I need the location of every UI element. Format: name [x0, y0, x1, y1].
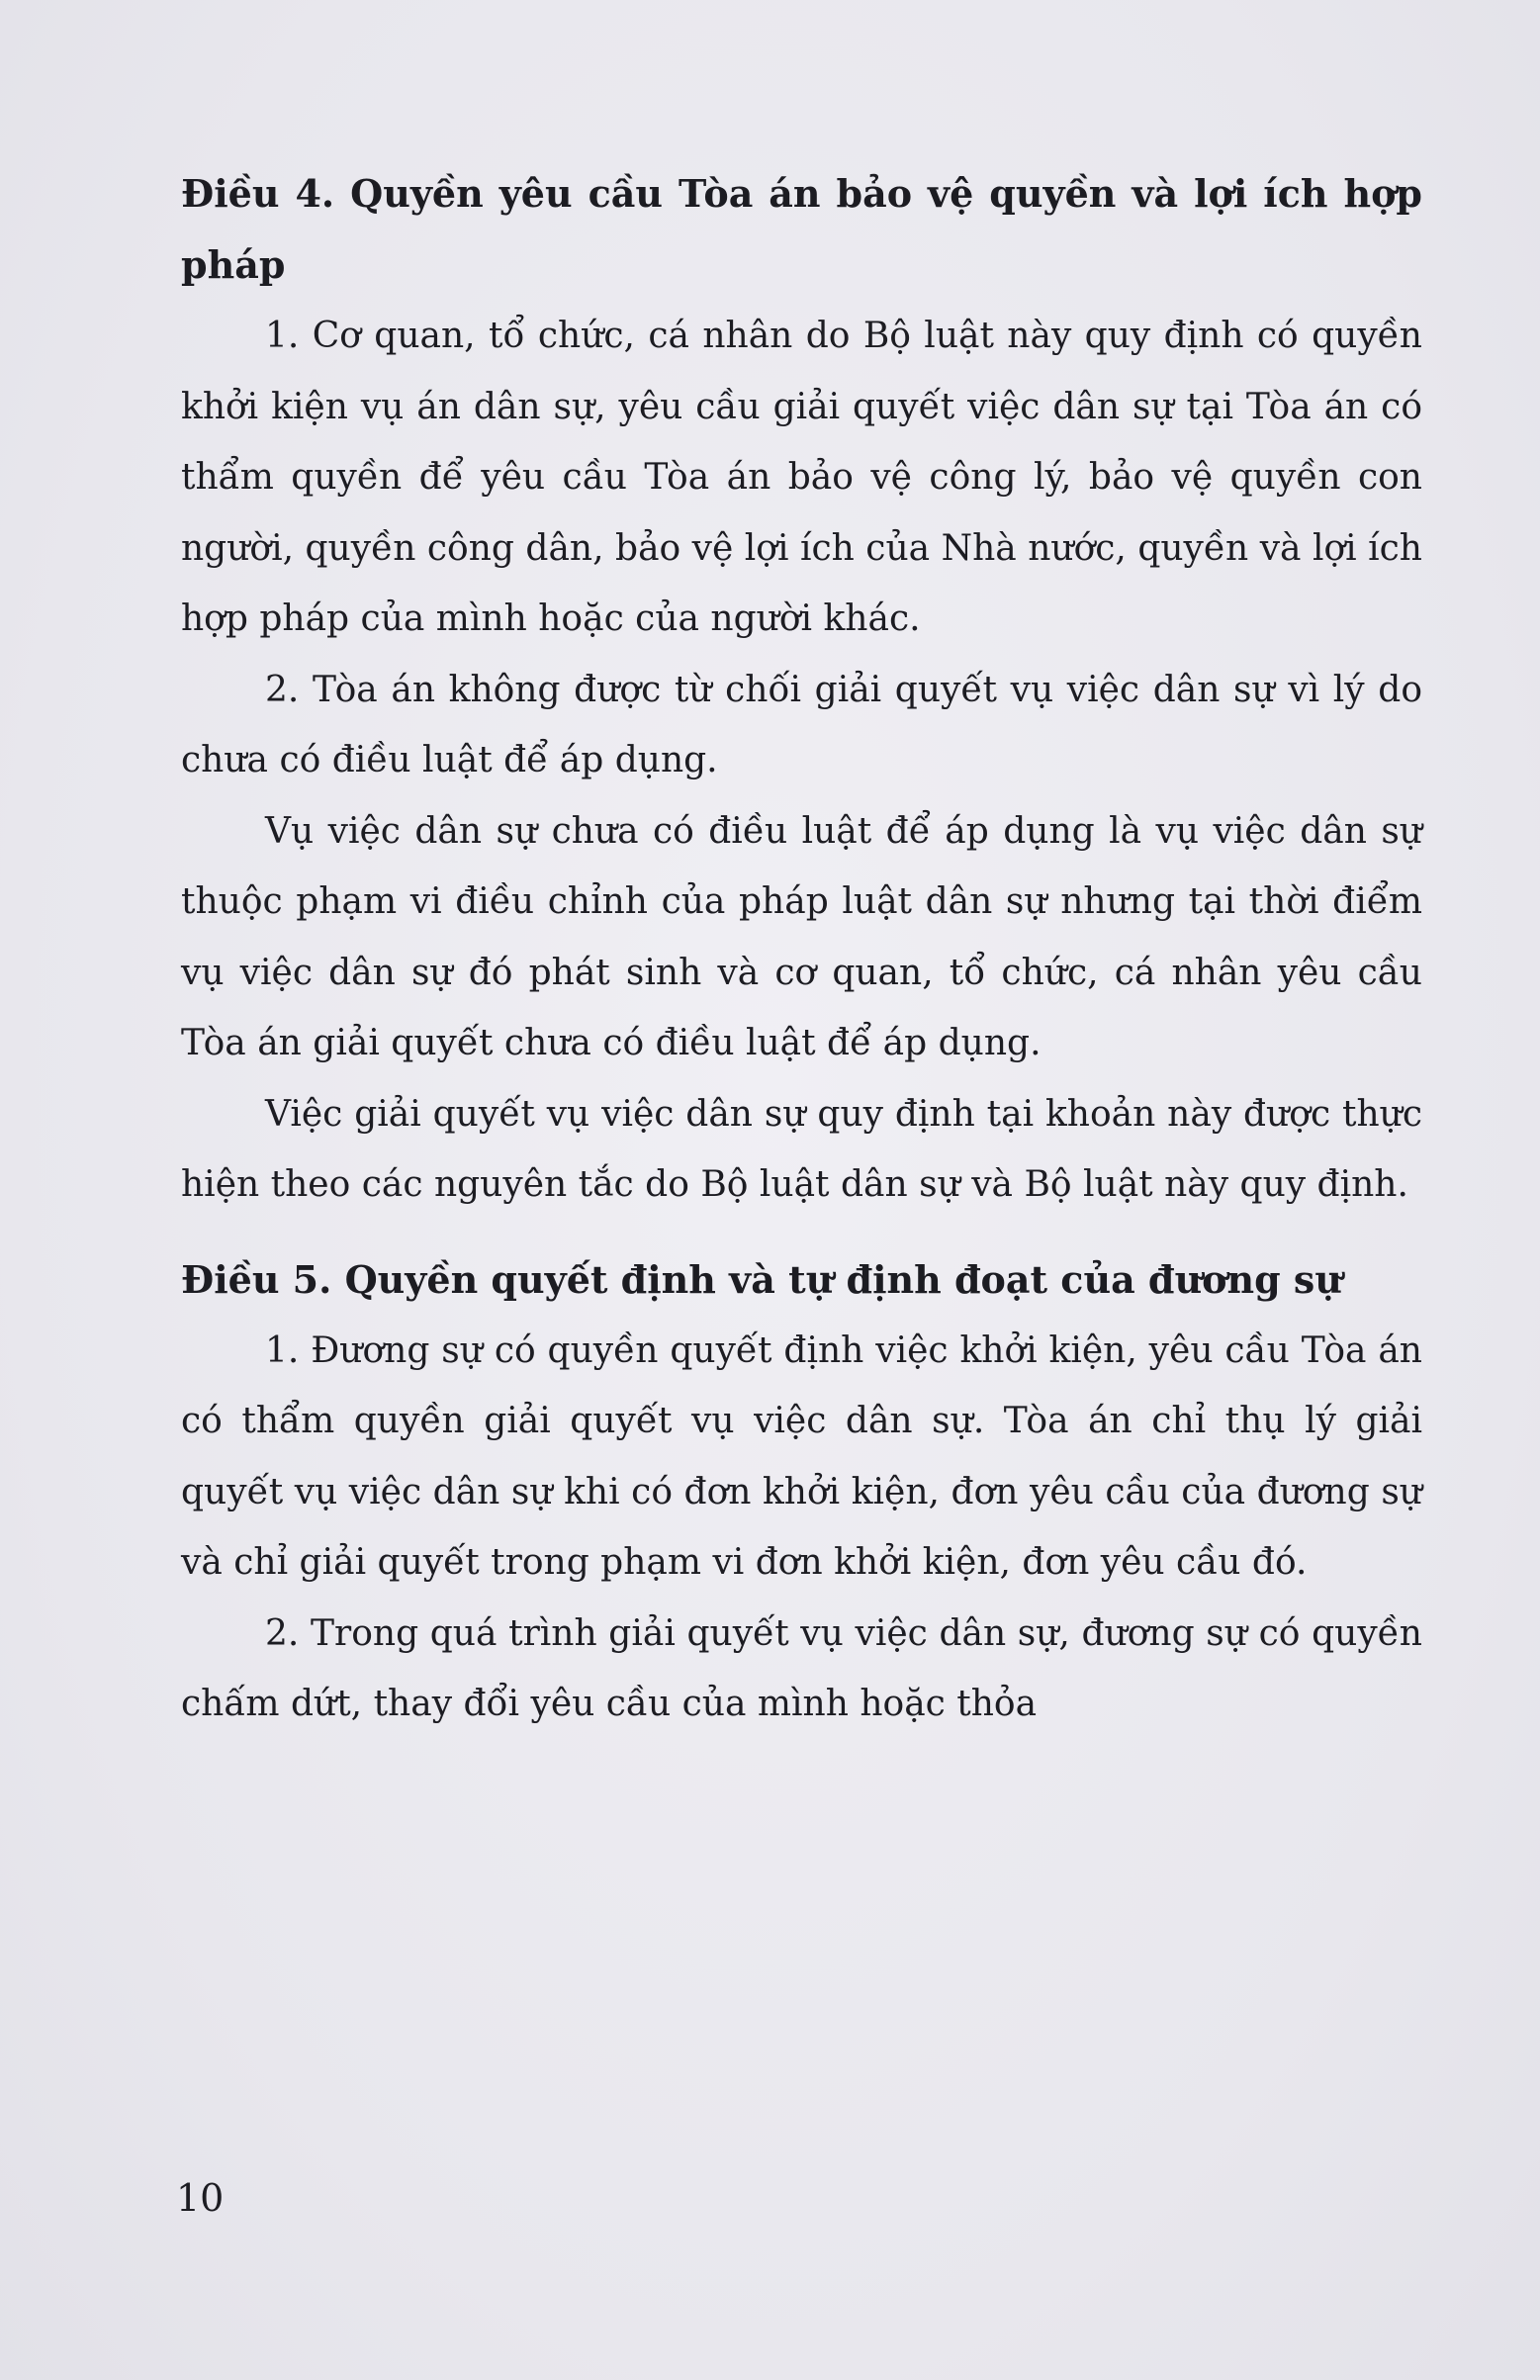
article-4-clause-2-principles: Việc giải quyết vụ việc dân sự quy định tại khoản này được thực hiện theo các nguyên tắc do Bộ luật dân sự và Bộ luật này quy định.	[181, 1093, 1422, 1205]
article-4-clause-2-explanation: Vụ việc dân sự chưa có điều luật để áp dụng là vụ việc dân sự thuộc phạm vi điều chỉnh của pháp luật dân sự nhưng tại thời điểm vụ việc dân sự đó phát sinh và cơ quan, tổ chức, cá nhân yêu cầu Tòa án giải quyết chưa có điều luật để áp dụng.	[181, 810, 1422, 1063]
article-5-heading: Điều 5. Quyền quyết định và tự định đoạt của đương sự	[181, 1256, 1342, 1302]
article-5-clause-1: 1. Đương sự có quyền quyết định việc khởi kiện, yêu cầu Tòa án có thẩm quyền giải quyết vụ việc dân sự. Tòa án chỉ thụ lý giải quyết vụ việc dân sự khi có đơn khởi kiện, đơn yêu cầu của đương sự và chỉ giải quyết trong phạm vi đơn khởi kiện, đơn yêu cầu đó.	[181, 1329, 1422, 1583]
page-body	[181, 158, 1422, 1740]
page-number: 10	[176, 2176, 225, 2220]
article-4-clause-2: 2. Tòa án không được từ chối giải quyết vụ việc dân sự vì lý do chưa có điều luật để áp dụng.	[181, 669, 1422, 780]
article-4-clause-1: 1. Cơ quan, tổ chức, cá nhân do Bộ luật này quy định có quyền khởi kiện vụ án dân sự, yêu cầu giải quyết việc dân sự tại Tòa án có thẩm quyền để yêu cầu Tòa án bảo vệ công lý, bảo vệ quyền con người, quyền công dân, bảo vệ lợi ích của Nhà nước, quyền và lợi ích hợp pháp của mình hoặc của người khác.	[181, 316, 1422, 639]
article-4-heading: Điều 4. Quyền yêu cầu Tòa án bảo vệ quyền và lợi ích hợp pháp	[181, 171, 1422, 287]
article-5-clause-2: 2. Trong quá trình giải quyết vụ việc dân sự, đương sự có quyền chấm dứt, thay đổi yêu cầu của mình hoặc thỏa	[181, 1612, 1422, 1724]
